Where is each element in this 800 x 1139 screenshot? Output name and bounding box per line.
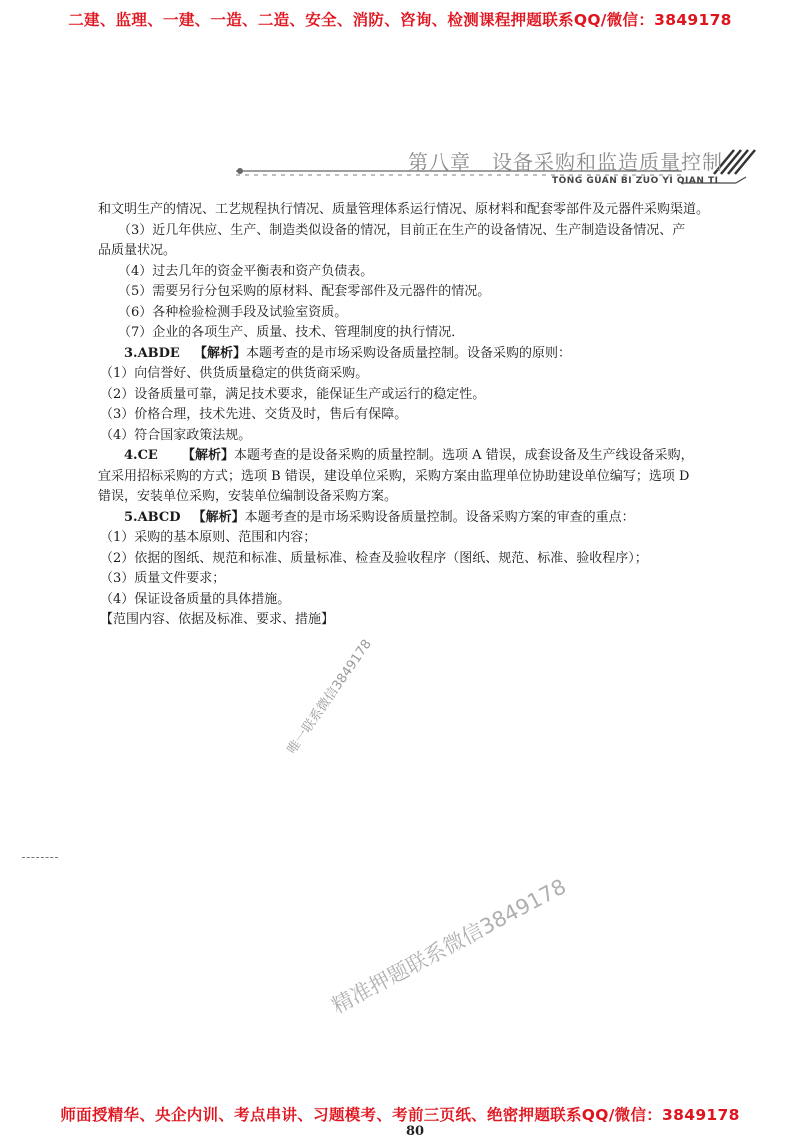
text-line: 和文明生产的情况、工艺规程执行情况、质量管理体系运行情况、原材料和配套零部件及元器件采购渠道。 — [98, 202, 710, 217]
list-item: （3）质量文件要求； — [100, 571, 226, 586]
list-item: （1）采购的基本原则、范围和内容； — [100, 530, 317, 545]
analysis-text: 本题考查的是市场采购设备质量控制。设备采购的原则： — [245, 345, 571, 361]
list-item: （6）各种检验检测手段及试验室资质。 — [118, 304, 348, 320]
list-item: （7）企业的各项生产、质量、技术、管理制度的执行情况． — [118, 325, 465, 340]
analysis-text: 本题考查的是设备采购的质量控制。选项 A 错误，成套设备及生产线设备采购， — [233, 448, 694, 463]
question-4-heading — [98, 446, 730, 467]
answer-content — [98, 200, 730, 631]
question-5-heading — [98, 508, 730, 529]
list-item: （5）需要另行分包采购的原材料、配套零部件及元器件的情况。 — [118, 284, 491, 299]
question-3-heading — [98, 344, 730, 365]
list-item: （2）依据的图纸、规范和标准、质量标准、检查及验收程序（图纸、规范、标准、验收程序）； — [100, 550, 648, 566]
analysis-tag: 【解析】 — [192, 509, 245, 525]
page-number: 80 — [406, 1124, 425, 1139]
answer-key: 3.ABDE — [124, 345, 180, 361]
watermark-small: 唯一联系微信3849178 — [284, 637, 375, 757]
bottom-promo-banner: 师面授精华、央企内训、考点串讲、习题模考、考前三页纸、绝密押题联系QQ/微信：3849178 — [60, 1106, 740, 1124]
text-line: 错误，安装单位采购，安装单位编制设备采购方案。 — [98, 489, 398, 504]
list-item: （3）价格合理，技术先进、交货及时，售后有保障。 — [100, 407, 408, 422]
chapter-title: 第八章 设备采购和监造质量控制 — [408, 150, 723, 174]
text-line: （3）近几年供应、生产、制造类似设备的情况，目前正在生产的设备情况、生产制造设备情况、产 — [118, 222, 686, 238]
analysis-text: 本题考查的是市场采购设备质量控制。设备采购方案的审查的重点： — [244, 509, 635, 525]
list-item: （1）向信誉好、供货质量稳定的供货商采购。 — [100, 366, 369, 381]
answer-key: 4.CE — [124, 448, 158, 463]
list-item: （4）过去几年的资金平衡表和资产负债表。 — [118, 263, 374, 279]
list-item: （4）符合国家政策法规。 — [100, 427, 252, 443]
summary-note: 【范围内容、依据及标准、要求、措施】 — [100, 612, 335, 627]
list-item: （2）设备质量可靠，满足技术要求，能保证生产或运行的稳定性。 — [100, 386, 486, 402]
analysis-tag: 【解析】 — [193, 345, 246, 361]
chapter-subtitle: TONG GUAN BI ZUO YI QIAN TI — [552, 176, 719, 186]
analysis-tag: 【解析】 — [181, 448, 234, 463]
top-promo-banner: 二建、监理、一建、一造、二造、安全、消防、咨询、检测课程押题联系QQ/微信：3849178 — [68, 11, 732, 29]
margin-mark — [22, 857, 58, 859]
text-line: 品质量状况。 — [98, 243, 177, 258]
list-item: （4）保证设备质量的具体措施。 — [100, 591, 291, 607]
text-line: 宜采用招标采购的方式；选项 B 错误，建设单位采购，采购方案由监理单位协助建设单位编写；选项 D — [98, 468, 690, 484]
answer-key: 5.ABCD — [124, 509, 181, 525]
watermark-large: 精准押题联系微信3849178 — [327, 874, 570, 1019]
